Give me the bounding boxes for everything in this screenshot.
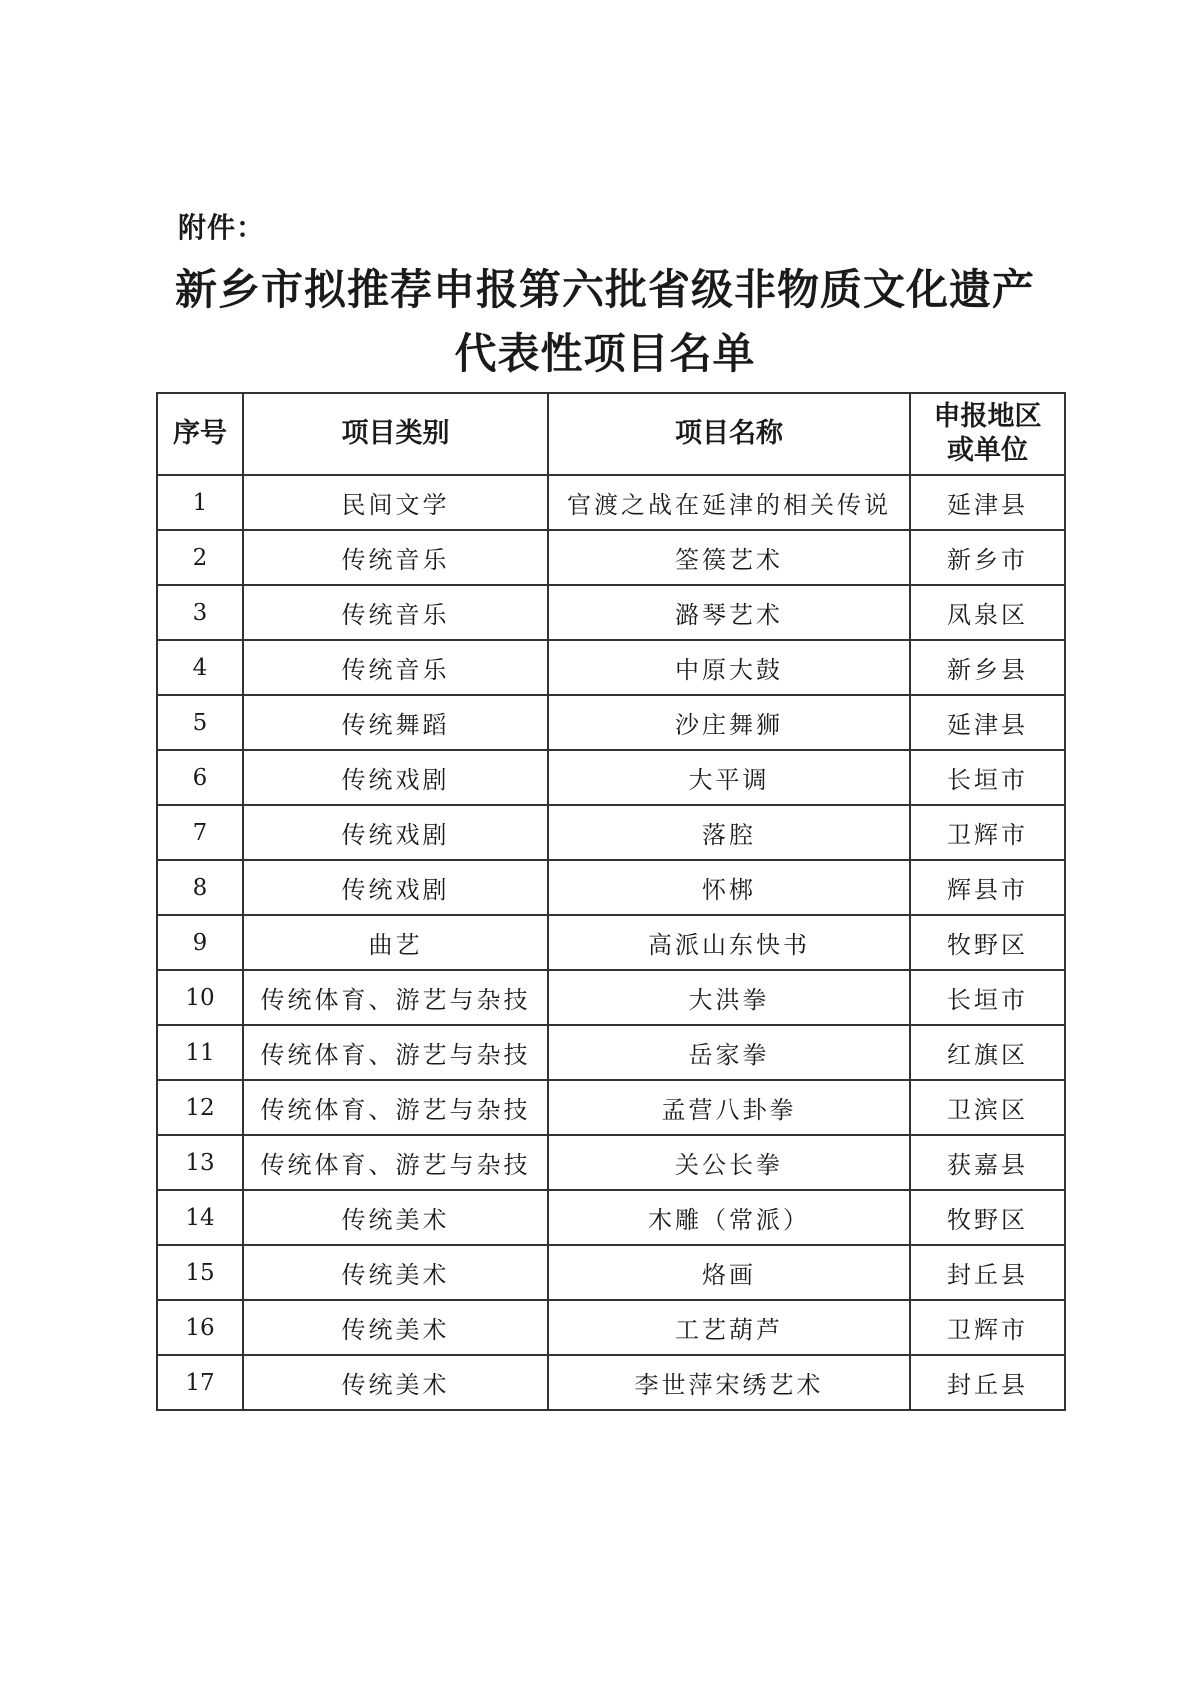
cell-category: 民间文学 xyxy=(243,475,548,530)
document-title xyxy=(150,258,1060,386)
table-row xyxy=(157,475,1065,530)
project-list-table xyxy=(156,392,1066,1411)
cell-region: 延津县 xyxy=(910,475,1065,530)
cell-category: 传统戏剧 xyxy=(243,805,548,860)
cell-category: 传统音乐 xyxy=(243,585,548,640)
cell-seq: 10 xyxy=(157,970,243,1025)
cell-seq: 2 xyxy=(157,530,243,585)
cell-category: 传统美术 xyxy=(243,1190,548,1245)
header-region xyxy=(910,393,1065,475)
table-row xyxy=(157,915,1065,970)
attachment-label: 附件： xyxy=(178,211,266,244)
table-row xyxy=(157,1190,1065,1245)
cell-project-name: 关公长拳 xyxy=(548,1135,910,1190)
cell-category: 传统舞蹈 xyxy=(243,695,548,750)
table-row xyxy=(157,1025,1065,1080)
cell-region: 红旗区 xyxy=(910,1025,1065,1080)
cell-seq: 8 xyxy=(157,860,243,915)
cell-category: 传统美术 xyxy=(243,1300,548,1355)
table-row xyxy=(157,1135,1065,1190)
document-title-line1: 新乡市拟推荐申报第六批省级非物质文化遗产 xyxy=(174,265,1035,314)
cell-project-name: 落腔 xyxy=(548,805,910,860)
cell-seq: 3 xyxy=(157,585,243,640)
cell-category: 传统体育、游艺与杂技 xyxy=(243,970,548,1025)
cell-project-name: 工艺葫芦 xyxy=(548,1300,910,1355)
table-body xyxy=(157,475,1065,1410)
cell-region: 辉县市 xyxy=(910,860,1065,915)
cell-seq: 9 xyxy=(157,915,243,970)
cell-project-name: 大平调 xyxy=(548,750,910,805)
cell-category: 传统音乐 xyxy=(243,530,548,585)
cell-project-name: 沙庄舞狮 xyxy=(548,695,910,750)
cell-category: 传统体育、游艺与杂技 xyxy=(243,1025,548,1080)
cell-seq: 12 xyxy=(157,1080,243,1135)
cell-category: 传统戏剧 xyxy=(243,860,548,915)
header-category: 项目类别 xyxy=(243,393,548,475)
cell-region: 牧野区 xyxy=(910,1190,1065,1245)
cell-seq: 14 xyxy=(157,1190,243,1245)
header-seq: 序号 xyxy=(157,393,243,475)
cell-category: 传统美术 xyxy=(243,1355,548,1410)
cell-region: 牧野区 xyxy=(910,915,1065,970)
cell-project-name: 大洪拳 xyxy=(548,970,910,1025)
table-row xyxy=(157,750,1065,805)
table-row xyxy=(157,640,1065,695)
cell-region: 新乡市 xyxy=(910,530,1065,585)
table-row xyxy=(157,1245,1065,1300)
cell-region: 长垣市 xyxy=(910,750,1065,805)
cell-category: 传统音乐 xyxy=(243,640,548,695)
header-region-line1: 申报地区 xyxy=(933,401,1042,432)
cell-seq: 15 xyxy=(157,1245,243,1300)
cell-category: 曲艺 xyxy=(243,915,548,970)
cell-project-name: 岳家拳 xyxy=(548,1025,910,1080)
cell-seq: 7 xyxy=(157,805,243,860)
cell-seq: 1 xyxy=(157,475,243,530)
cell-region: 新乡县 xyxy=(910,640,1065,695)
cell-region: 封丘县 xyxy=(910,1355,1065,1410)
cell-project-name: 李世萍宋绣艺术 xyxy=(548,1355,910,1410)
cell-project-name: 烙画 xyxy=(548,1245,910,1300)
cell-project-name: 中原大鼓 xyxy=(548,640,910,695)
cell-region: 卫辉市 xyxy=(910,1300,1065,1355)
cell-project-name: 筌篌艺术 xyxy=(548,530,910,585)
table-row xyxy=(157,530,1065,585)
cell-region: 卫滨区 xyxy=(910,1080,1065,1135)
cell-region: 获嘉县 xyxy=(910,1135,1065,1190)
table-header-row xyxy=(157,393,1065,475)
cell-seq: 6 xyxy=(157,750,243,805)
cell-project-name: 潞琴艺术 xyxy=(548,585,910,640)
table-row xyxy=(157,695,1065,750)
cell-region: 凤泉区 xyxy=(910,585,1065,640)
cell-project-name: 木雕（常派） xyxy=(548,1190,910,1245)
document-title-line2: 代表性项目名单 xyxy=(454,329,756,378)
table-row xyxy=(157,860,1065,915)
table-row xyxy=(157,1355,1065,1410)
table-row xyxy=(157,585,1065,640)
cell-project-name: 官渡之战在延津的相关传说 xyxy=(548,475,910,530)
table-row xyxy=(157,1300,1065,1355)
table-row xyxy=(157,970,1065,1025)
cell-region: 封丘县 xyxy=(910,1245,1065,1300)
cell-seq: 16 xyxy=(157,1300,243,1355)
cell-project-name: 高派山东快书 xyxy=(548,915,910,970)
cell-region: 长垣市 xyxy=(910,970,1065,1025)
cell-category: 传统体育、游艺与杂技 xyxy=(243,1080,548,1135)
cell-category: 传统体育、游艺与杂技 xyxy=(243,1135,548,1190)
header-project-name: 项目名称 xyxy=(548,393,910,475)
table-row xyxy=(157,1080,1065,1135)
cell-seq: 11 xyxy=(157,1025,243,1080)
cell-project-name: 怀梆 xyxy=(548,860,910,915)
cell-project-name: 孟营八卦拳 xyxy=(548,1080,910,1135)
cell-seq: 5 xyxy=(157,695,243,750)
cell-seq: 17 xyxy=(157,1355,243,1410)
cell-seq: 13 xyxy=(157,1135,243,1190)
cell-seq: 4 xyxy=(157,640,243,695)
table-row xyxy=(157,805,1065,860)
header-region-line2: 或单位 xyxy=(947,435,1028,466)
cell-region: 延津县 xyxy=(910,695,1065,750)
cell-category: 传统戏剧 xyxy=(243,750,548,805)
cell-region: 卫辉市 xyxy=(910,805,1065,860)
cell-category: 传统美术 xyxy=(243,1245,548,1300)
